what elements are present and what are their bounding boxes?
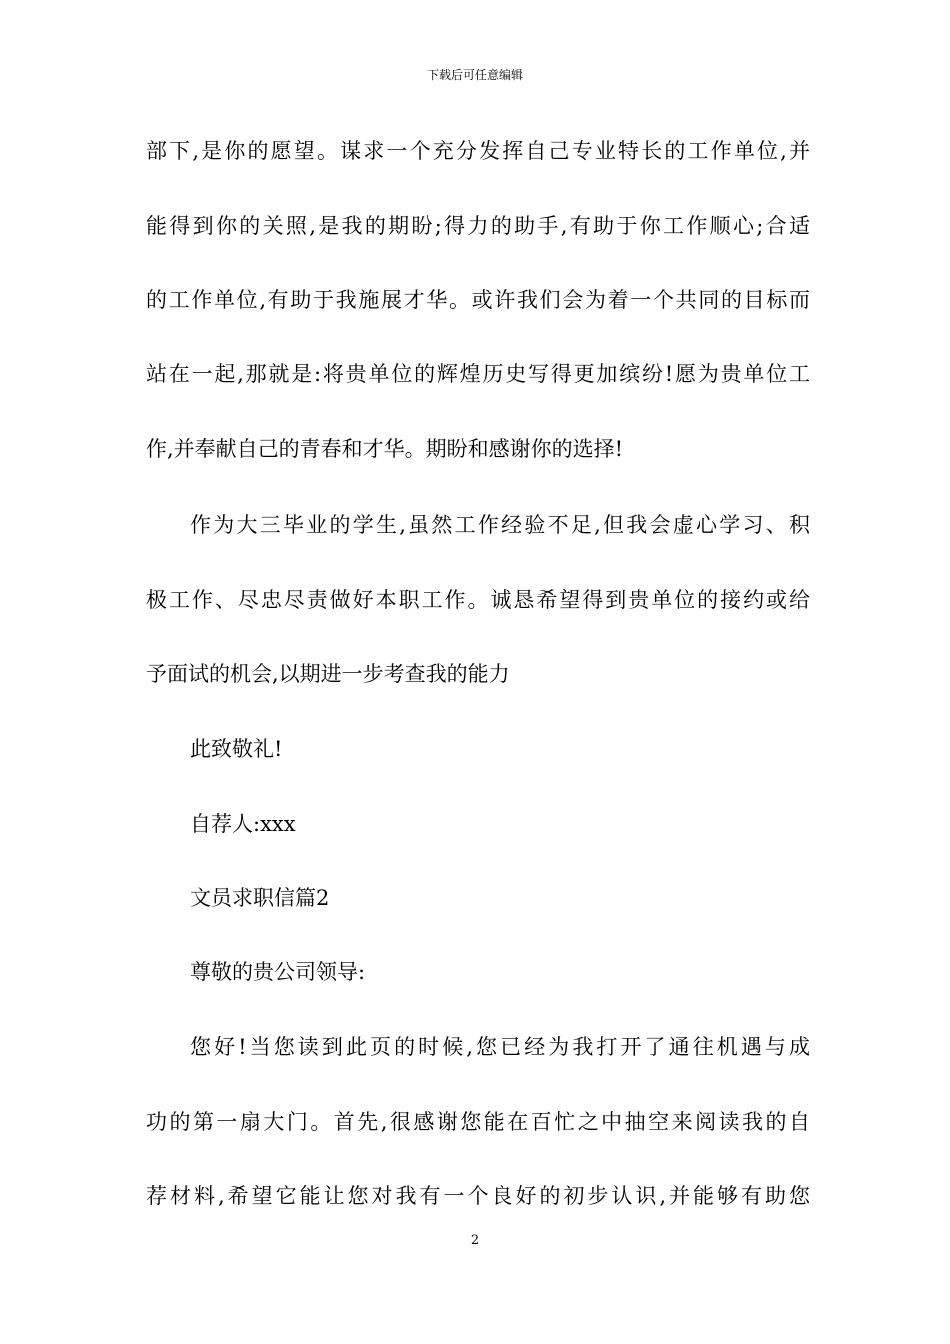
page-header-note: 下载后可任意编辑 <box>426 68 523 82</box>
paragraph-line: 作为大三毕业的学生,虽然工作经验不足,但我会虚心学习、积 <box>190 513 810 537</box>
paragraph-line: 予面试的机会,以期进一步考查我的能力 <box>146 662 510 686</box>
paragraph-line: 功的第一扇大门。首先,很感谢您能在百忙之中抽空来阅读我的自 <box>146 1110 810 1134</box>
paragraph-line: 荐材料,希望它能让您对我有一个良好的初步认识,并能够有助您 <box>146 1184 810 1208</box>
closing-line: 此致敬礼! <box>190 737 283 761</box>
paragraph-line: 能得到你的关照,是我的期盼;得力的助手,有助于你工作顺心;合适 <box>146 214 810 238</box>
signature-line: 自荐人:xxx <box>190 812 296 836</box>
section-title: 文员求职信篇2 <box>190 886 330 910</box>
paragraph-line: 极工作、尽忠尽责做好本职工作。诚恳希望得到贵单位的接约或给 <box>146 588 810 612</box>
paragraph-line: 站在一起,那就是:将贵单位的辉煌历史写得更加缤纷!愿为贵单位工 <box>146 362 810 386</box>
salutation-line: 尊敬的贵公司领导: <box>190 960 366 984</box>
paragraph-line: 您好!当您读到此页的时候,您已经为我打开了通往机遇与成 <box>190 1035 810 1059</box>
paragraph-line: 部下,是你的愿望。谋求一个充分发挥自己专业特长的工作单位,并 <box>146 139 810 163</box>
paragraph-line: 的工作单位,有助于我施展才华。或许我们会为着一个共同的目标而 <box>146 288 810 312</box>
page-number: 2 <box>470 1233 480 1248</box>
paragraph-line: 作,并奉献自己的青春和才华。期盼和感谢你的选择! <box>146 437 624 461</box>
